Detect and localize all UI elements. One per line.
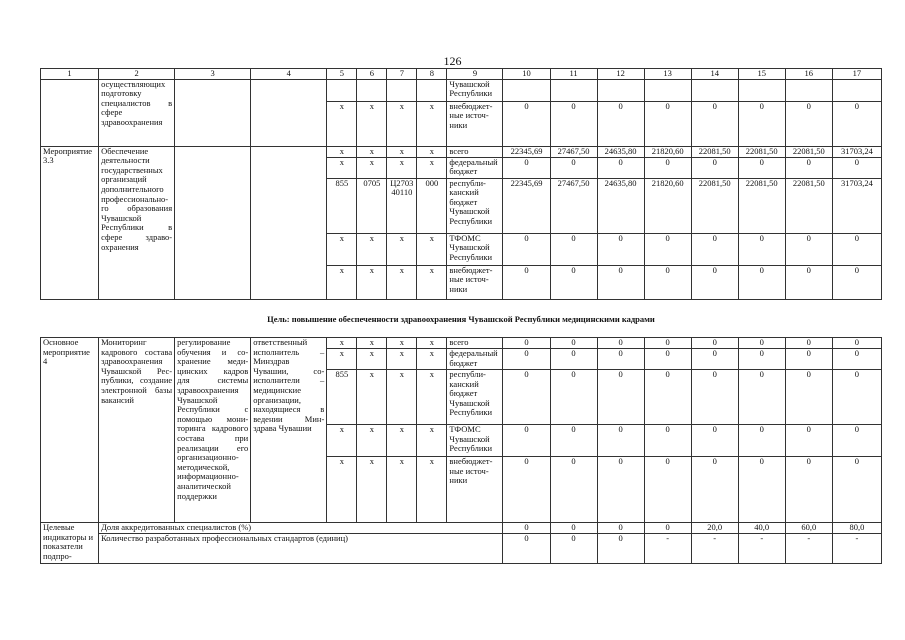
indicators-label: Целевые индикаторы и показатели подпро- xyxy=(41,523,99,564)
indicator-value: 20,0 xyxy=(691,523,738,534)
value-cell: 0 xyxy=(738,265,785,299)
value-cell: 0 xyxy=(738,370,785,425)
value-cell: 0 xyxy=(691,349,738,370)
main-measure-label: Основное мероприятие 4 xyxy=(41,338,99,523)
value-cell xyxy=(503,79,550,101)
value-cell: 24635,80 xyxy=(597,178,644,233)
code-rz: x xyxy=(357,425,387,457)
value-cell: 0 xyxy=(785,425,832,457)
code-vr: x xyxy=(417,101,447,146)
code-gr: x xyxy=(327,101,357,146)
cell-empty xyxy=(251,79,327,146)
value-cell: 0 xyxy=(597,370,644,425)
value-cell: 31703,24 xyxy=(832,146,881,157)
header-cell: 9 xyxy=(447,69,503,80)
cell-empty xyxy=(41,79,99,146)
header-cell: 17 xyxy=(832,69,881,80)
header-cell: 2 xyxy=(99,69,175,80)
code-gr: 855 xyxy=(327,178,357,233)
indicator-row xyxy=(41,534,882,564)
code-gr: x xyxy=(327,425,357,457)
value-cell: 0 xyxy=(832,349,881,370)
value-cell: 0 xyxy=(503,265,550,299)
cell-empty xyxy=(175,146,251,299)
header-cell: 5 xyxy=(327,69,357,80)
code-vr: x xyxy=(417,370,447,425)
funding-source: Чувашской Республики xyxy=(447,79,503,101)
value-cell: 0 xyxy=(738,457,785,523)
value-cell: 0 xyxy=(691,233,738,265)
indicator-value: 0 xyxy=(550,523,597,534)
indicator-value: 60,0 xyxy=(785,523,832,534)
measure-relation: регулирование обучения и сохранение медицинских кадров для системы здравоохранения Чувашской Республики с помощью мониторинга кадрового состава при реализации его организационно-методической, информационно-аналитической поддержки xyxy=(175,338,251,523)
indicator-value: - xyxy=(785,534,832,564)
value-cell: 0 xyxy=(503,457,550,523)
code-gr: x xyxy=(327,349,357,370)
cell-empty xyxy=(175,79,251,146)
code-vr: x xyxy=(417,338,447,349)
value-cell: 22345,69 xyxy=(503,178,550,233)
value-cell: 0 xyxy=(785,349,832,370)
indicator-value: - xyxy=(832,534,881,564)
value-cell: 0 xyxy=(503,425,550,457)
value-cell: 22345,69 xyxy=(503,146,550,157)
program-table-part1 xyxy=(40,68,882,300)
value-cell: 27467,50 xyxy=(550,146,597,157)
code-vr: x xyxy=(417,425,447,457)
value-cell: 0 xyxy=(597,233,644,265)
header-cell: 1 xyxy=(41,69,99,80)
value-cell xyxy=(597,79,644,101)
page-number: 126 xyxy=(443,54,462,68)
header-row xyxy=(41,69,882,80)
value-cell: 0 xyxy=(597,457,644,523)
value-cell: 0 xyxy=(785,265,832,299)
code-rz: x xyxy=(357,457,387,523)
code-csr: x xyxy=(387,349,417,370)
code-rz: 0705 xyxy=(357,178,387,233)
code-csr: x xyxy=(387,101,417,146)
header-cell: 11 xyxy=(550,69,597,80)
header-cell: 7 xyxy=(387,69,417,80)
code-vr: x xyxy=(417,157,447,178)
code-vr: x xyxy=(417,457,447,523)
code-vr: x xyxy=(417,146,447,157)
funding-source: всего xyxy=(447,338,503,349)
code-csr xyxy=(387,79,417,101)
value-cell: 0 xyxy=(597,425,644,457)
value-cell: 21820,60 xyxy=(644,178,691,233)
value-cell xyxy=(738,79,785,101)
value-cell: 0 xyxy=(550,265,597,299)
code-rz: x xyxy=(357,146,387,157)
code-rz: x xyxy=(357,265,387,299)
funding-source: республиканский бюджет Чувашской Республики xyxy=(447,370,503,425)
value-cell: 0 xyxy=(503,101,550,146)
indicator-name: Доля аккредитованных специалистов (%) xyxy=(99,523,503,534)
indicator-value: 0 xyxy=(503,523,550,534)
value-cell: 0 xyxy=(503,233,550,265)
indicator-value: 80,0 xyxy=(832,523,881,534)
indicator-value: 0 xyxy=(597,523,644,534)
value-cell: 0 xyxy=(832,457,881,523)
value-cell: 0 xyxy=(832,233,881,265)
value-cell xyxy=(832,79,881,101)
value-cell: 0 xyxy=(738,101,785,146)
value-cell: 0 xyxy=(785,338,832,349)
code-vr: x xyxy=(417,265,447,299)
value-cell: 0 xyxy=(832,157,881,178)
value-cell: 0 xyxy=(738,233,785,265)
funding-source: всего xyxy=(447,146,503,157)
indicator-value: - xyxy=(691,534,738,564)
indicator-value: 40,0 xyxy=(738,523,785,534)
code-rz: x xyxy=(357,101,387,146)
indicator-value: - xyxy=(738,534,785,564)
indicator-value: 0 xyxy=(644,523,691,534)
funding-source: республиканский бюджет Чувашской Республики xyxy=(447,178,503,233)
code-csr: x xyxy=(387,146,417,157)
indicator-name: Количество разработанных профессиональных стандартов (единиц) xyxy=(99,534,503,564)
value-cell: 24635,80 xyxy=(597,146,644,157)
value-cell: 0 xyxy=(550,233,597,265)
value-cell: 0 xyxy=(597,349,644,370)
value-cell: 0 xyxy=(644,101,691,146)
value-cell: 0 xyxy=(644,425,691,457)
value-cell: 0 xyxy=(785,233,832,265)
code-rz: x xyxy=(357,338,387,349)
value-cell: 0 xyxy=(644,349,691,370)
funding-source: ТФОМС Чувашской Республики xyxy=(447,233,503,265)
code-gr: x xyxy=(327,338,357,349)
header-cell: 16 xyxy=(785,69,832,80)
code-csr: x xyxy=(387,457,417,523)
code-vr: 000 xyxy=(417,178,447,233)
value-cell: 0 xyxy=(832,370,881,425)
value-cell: 0 xyxy=(832,265,881,299)
code-csr: Ц2703 40110 xyxy=(387,178,417,233)
value-cell: 22081,50 xyxy=(691,178,738,233)
code-csr: x xyxy=(387,157,417,178)
value-cell: 0 xyxy=(738,157,785,178)
funding-source: федеральный бюджет xyxy=(447,349,503,370)
value-cell: 0 xyxy=(785,457,832,523)
code-rz: x xyxy=(357,349,387,370)
value-cell: 0 xyxy=(691,457,738,523)
indicator-row xyxy=(41,523,882,534)
table-row xyxy=(41,79,882,101)
measure-description: Обеспечение деятельности государственных организаций дополнительного профессионального образования Чувашской Республики в сфере здравоохранения xyxy=(99,146,175,299)
code-gr: x xyxy=(327,265,357,299)
value-cell: 0 xyxy=(691,425,738,457)
header-cell: 3 xyxy=(175,69,251,80)
header-cell: 6 xyxy=(357,69,387,80)
value-cell: 0 xyxy=(691,265,738,299)
code-gr xyxy=(327,79,357,101)
header-cell: 10 xyxy=(503,69,550,80)
header-cell: 12 xyxy=(597,69,644,80)
code-gr: x xyxy=(327,233,357,265)
value-cell xyxy=(550,79,597,101)
value-cell: 0 xyxy=(738,338,785,349)
value-cell xyxy=(644,79,691,101)
funding-source: внебюджетные источники xyxy=(447,265,503,299)
value-cell: 22081,50 xyxy=(738,178,785,233)
value-cell: 0 xyxy=(832,425,881,457)
value-cell: 0 xyxy=(597,157,644,178)
funding-source: внебюджетные источники xyxy=(447,457,503,523)
value-cell: 27467,50 xyxy=(550,178,597,233)
value-cell: 0 xyxy=(550,457,597,523)
value-cell: 0 xyxy=(550,425,597,457)
value-cell: 0 xyxy=(691,338,738,349)
value-cell: 0 xyxy=(550,349,597,370)
value-cell: 0 xyxy=(550,370,597,425)
continued-description: осуществляющих подготовку специалистов в сфере здравоохранения xyxy=(99,79,175,146)
code-csr: x xyxy=(387,265,417,299)
value-cell: 0 xyxy=(691,370,738,425)
value-cell: 22081,50 xyxy=(738,146,785,157)
code-csr: x xyxy=(387,338,417,349)
funding-source: внебюджетные источники xyxy=(447,101,503,146)
code-vr: x xyxy=(417,349,447,370)
measure-label: Мероприятие 3.3 xyxy=(41,146,99,299)
value-cell: 0 xyxy=(597,338,644,349)
table-row xyxy=(41,338,882,349)
code-csr: x xyxy=(387,370,417,425)
code-gr: x xyxy=(327,457,357,523)
code-csr: x xyxy=(387,425,417,457)
indicator-value: 0 xyxy=(597,534,644,564)
main-measure-description: Мониторинг кадрового состава здравоохранения Чувашской Республики, создание электронной базы вакансий xyxy=(99,338,175,523)
code-vr: x xyxy=(417,233,447,265)
value-cell: 0 xyxy=(644,157,691,178)
measure-executors: ответственный исполнитель – Минздрав Чувашии, соисполнители – медицинские организации, находящиеся в ведении Минздрава Чувашии xyxy=(251,338,327,523)
code-gr: x xyxy=(327,157,357,178)
value-cell: 0 xyxy=(644,265,691,299)
code-gr: x xyxy=(327,146,357,157)
header-cell: 15 xyxy=(738,69,785,80)
cell-empty xyxy=(251,146,327,299)
value-cell: 31703,24 xyxy=(832,178,881,233)
value-cell: 0 xyxy=(691,157,738,178)
indicator-value: 0 xyxy=(503,534,550,564)
header-cell: 8 xyxy=(417,69,447,80)
value-cell: 0 xyxy=(644,370,691,425)
indicator-value: - xyxy=(644,534,691,564)
code-csr: x xyxy=(387,233,417,265)
value-cell: 21820,60 xyxy=(644,146,691,157)
value-cell: 0 xyxy=(597,101,644,146)
program-table-part2 xyxy=(40,337,882,564)
value-cell: 0 xyxy=(785,157,832,178)
value-cell: 0 xyxy=(644,338,691,349)
value-cell: 0 xyxy=(503,370,550,425)
value-cell: 22081,50 xyxy=(785,146,832,157)
value-cell: 0 xyxy=(644,457,691,523)
value-cell: 22081,50 xyxy=(785,178,832,233)
goal-heading: Цель: повышение обеспеченности здравоохранения Чувашской Республики медицинскими кадрами xyxy=(267,314,655,324)
funding-source: федеральный бюджет xyxy=(447,157,503,178)
value-cell xyxy=(691,79,738,101)
value-cell: 0 xyxy=(832,101,881,146)
value-cell: 0 xyxy=(644,233,691,265)
code-rz: x xyxy=(357,157,387,178)
value-cell: 0 xyxy=(503,157,550,178)
table-row xyxy=(41,146,882,157)
indicator-value: 0 xyxy=(550,534,597,564)
value-cell: 0 xyxy=(738,425,785,457)
value-cell: 0 xyxy=(738,349,785,370)
value-cell: 0 xyxy=(550,157,597,178)
header-cell: 14 xyxy=(691,69,738,80)
value-cell: 0 xyxy=(550,338,597,349)
value-cell: 0 xyxy=(550,101,597,146)
value-cell: 0 xyxy=(503,349,550,370)
value-cell: 22081,50 xyxy=(691,146,738,157)
code-gr: 855 xyxy=(327,370,357,425)
header-cell: 4 xyxy=(251,69,327,80)
value-cell xyxy=(785,79,832,101)
value-cell: 0 xyxy=(832,338,881,349)
code-rz: x xyxy=(357,233,387,265)
value-cell: 0 xyxy=(691,101,738,146)
code-vr xyxy=(417,79,447,101)
header-cell: 13 xyxy=(644,69,691,80)
value-cell: 0 xyxy=(503,338,550,349)
value-cell: 0 xyxy=(785,370,832,425)
code-rz: x xyxy=(357,370,387,425)
value-cell: 0 xyxy=(597,265,644,299)
funding-source: ТФОМС Чувашской Республики xyxy=(447,425,503,457)
code-rz xyxy=(357,79,387,101)
value-cell: 0 xyxy=(785,101,832,146)
